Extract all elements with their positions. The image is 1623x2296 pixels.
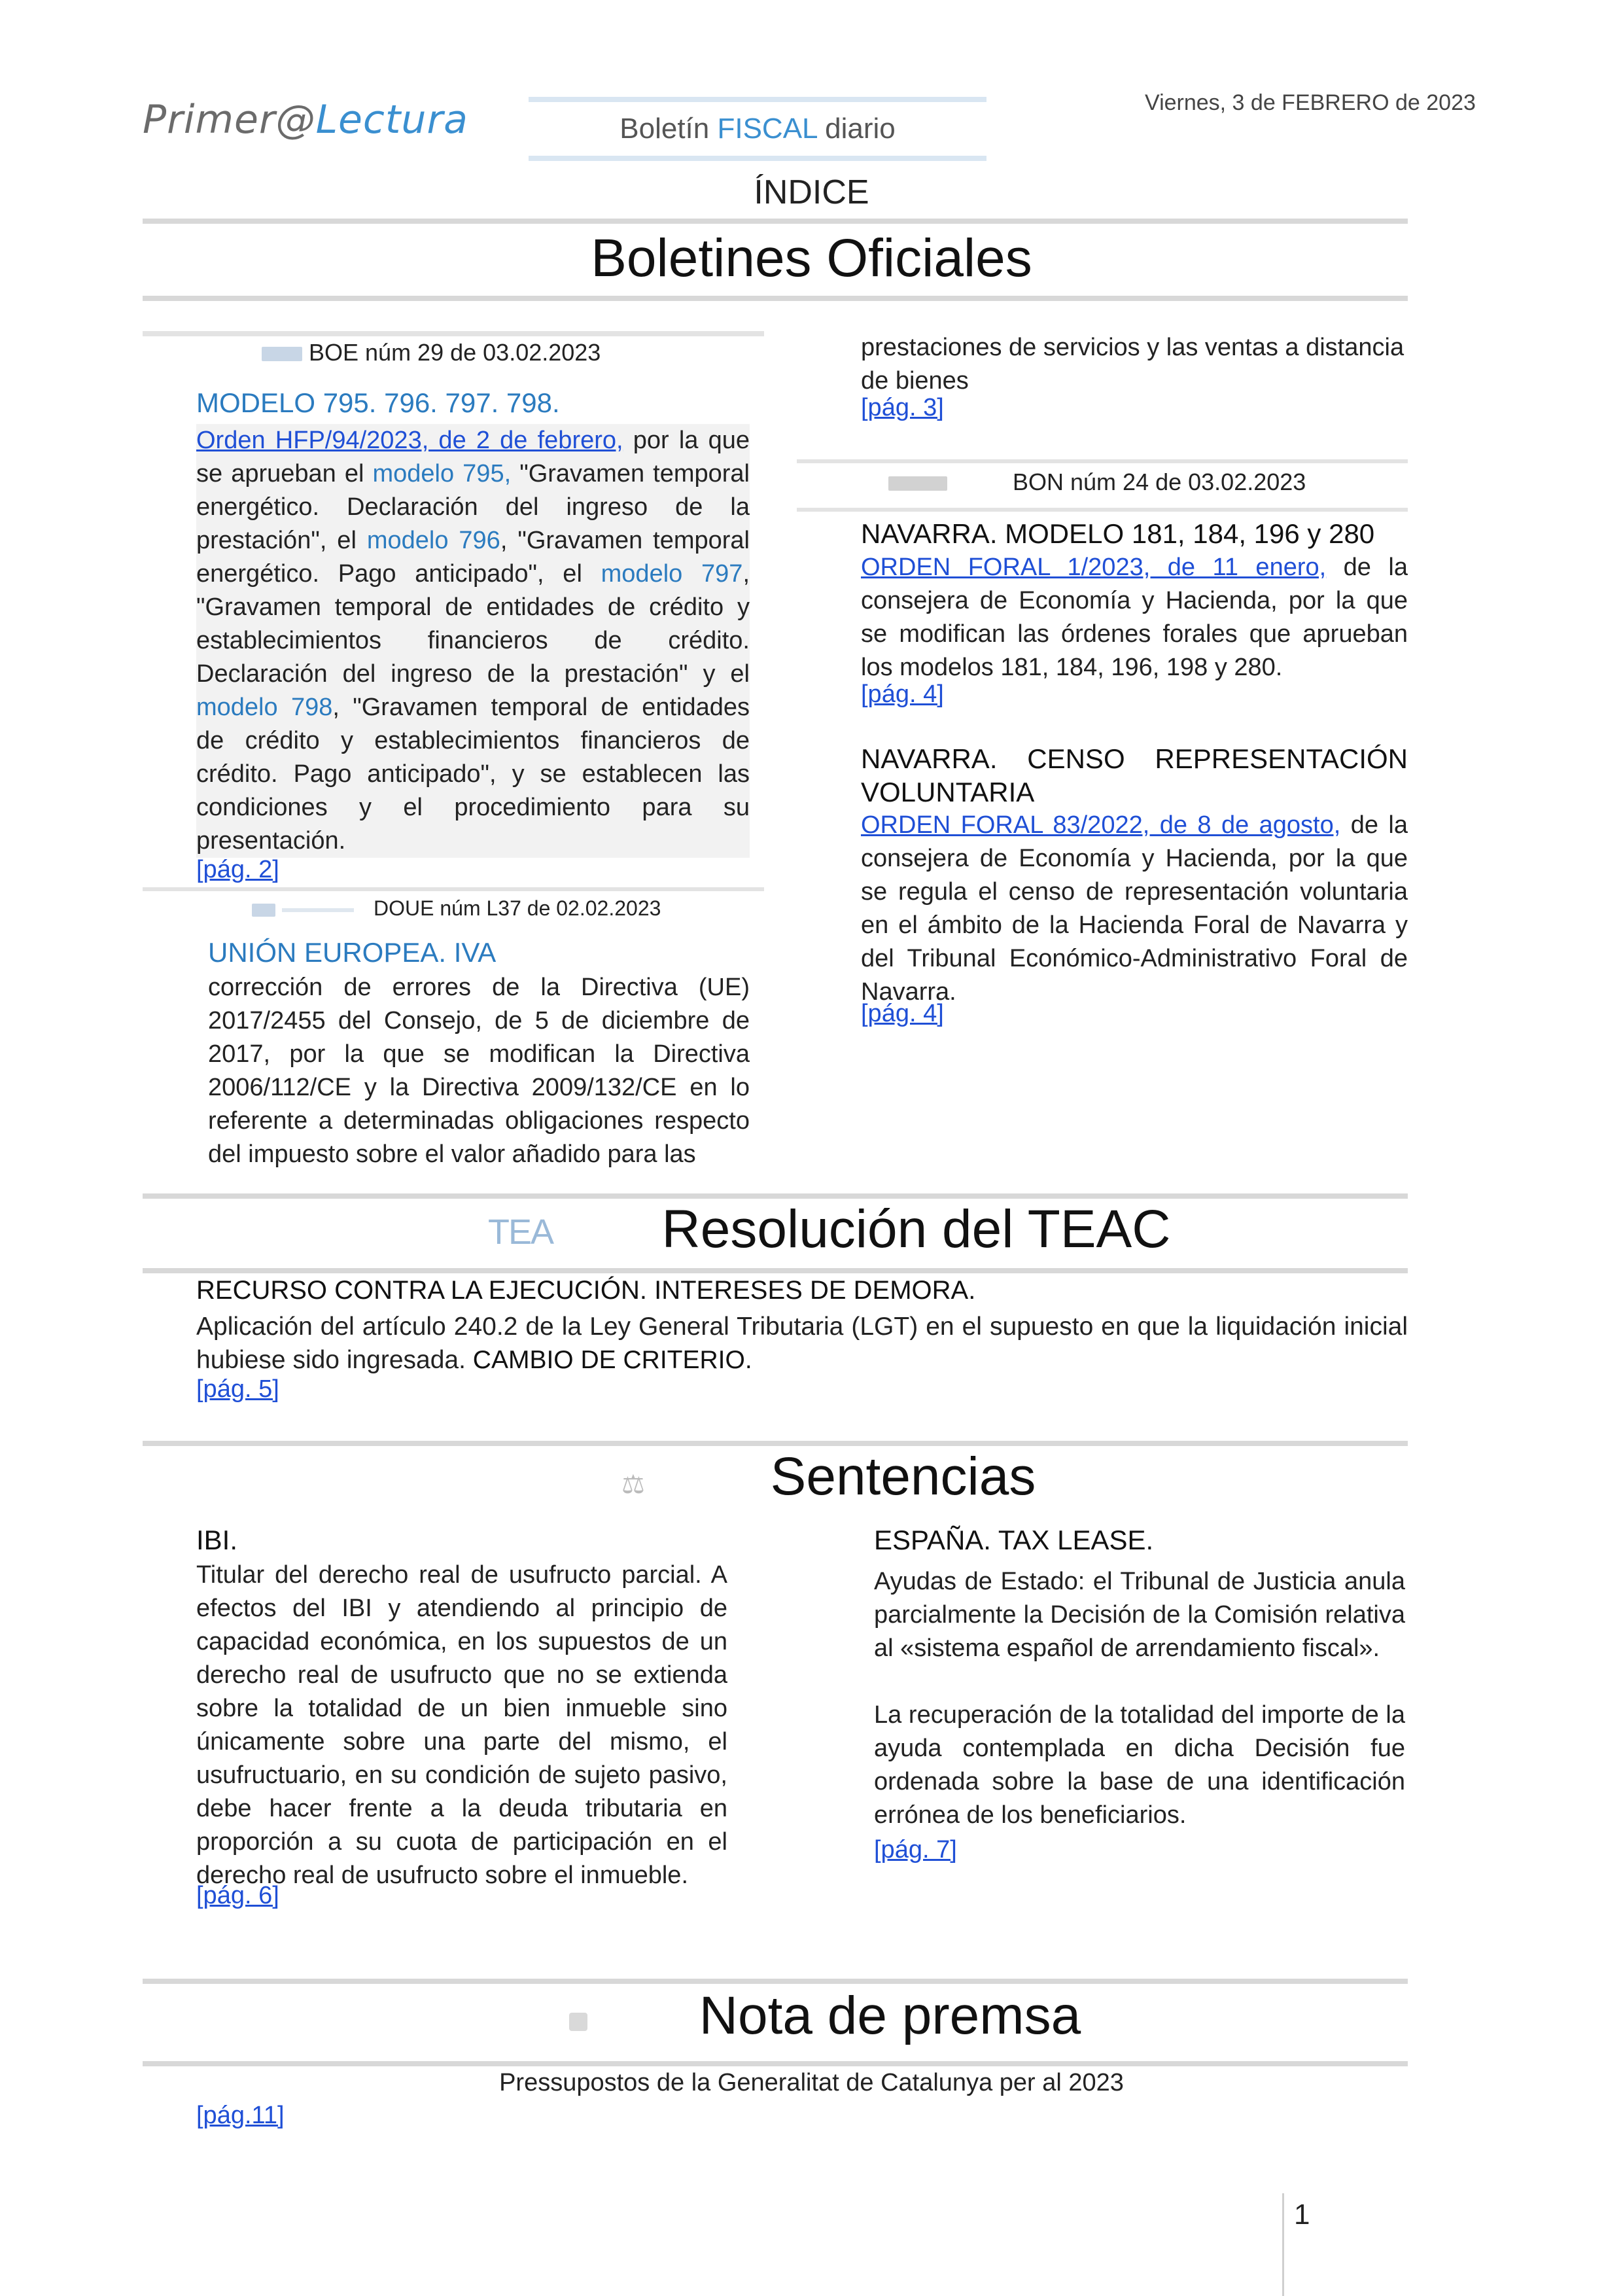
issue-date: Viernes, 3 de FEBRERO de 2023 <box>1145 90 1476 115</box>
divider <box>143 296 1408 301</box>
teac-criterio: CAMBIO DE CRITERIO. <box>472 1346 752 1374</box>
teac-text <box>196 1310 1408 1377</box>
column-divider <box>143 331 764 336</box>
divider <box>143 2061 1408 2066</box>
doue-label: DOUE núm L37 de 02.02.2023 <box>374 896 661 920</box>
bon-item2-page-link[interactable]: [pág. 4] <box>861 1000 944 1027</box>
nota-text: Pressupostos de la Generalitat de Catalunya per al 2023 <box>499 2069 1124 2096</box>
section-title-nota: Nota de premsa <box>699 1986 1081 2045</box>
espana-page-link[interactable]: [pág. 7] <box>874 1836 957 1863</box>
teac-page-link[interactable]: [pág. 5] <box>196 1375 279 1403</box>
doue-text-continued: prestaciones de servicios y las ventas a distancia de bienes <box>861 334 1405 395</box>
bon-item1-text <box>861 551 1408 684</box>
bon-label: BON núm 24 de 03.02.2023 <box>1013 468 1306 495</box>
bon-item1-heading: NAVARRA. MODELO 181, 184, 196 y 280 <box>861 518 1375 549</box>
section-title-teac: Resolución del TEAC <box>661 1199 1171 1259</box>
boe-text-part: , "Gravamen temporal de entidades de crédito y establecimientos financieros de crédito. Pago anticipado", y se establecen las condiciones y el procedimiento para su presentación. <box>196 694 750 855</box>
boe-text-part: por la que se aprueban el <box>196 427 750 487</box>
teac-heading: RECURSO CONTRA LA EJECUCIÓN. INTERESES DE DEMORA. <box>196 1276 976 1305</box>
boe-label: BOE núm 29 de 03.02.2023 <box>309 339 601 366</box>
doue-logo-icon <box>252 904 275 917</box>
modelo-798-link[interactable]: modelo 798 <box>196 694 333 721</box>
ibi-text: Titular del derecho real de usufructo parcial. A efectos del IBI y atendiendo al principio de capacidad económica, en los supuestos de un derecho real de usufructo que no se extienda sobre la totalidad de un bien inmueble sino únicamente sobre una parte del mismo, el usufructuario, en su condición de sujeto pasivo, debe hacer frente a la deuda tributaria en proporción a su cuota de participación en el derecho real de usufructo sobre el inmueble. <box>196 1561 727 1889</box>
page-number-divider <box>1282 2193 1284 2296</box>
divider <box>143 219 1408 224</box>
divider <box>143 1193 1408 1199</box>
boe-text-part: , "Gravamen temporal energético. Pago anticipado", el <box>196 527 750 588</box>
doue-text: corrección de errores de la Directiva (UE) 2017/2455 del Consejo, de 5 de diciembre de 2017, por la que se modifican la Directiva 2006/112/CE y la Directiva 2009/132/CE en lo referente a determinadas obligaciones respecto del impuesto sobre el valor añadido para las <box>208 974 750 1168</box>
brand-logo <box>143 97 468 143</box>
brand-prefix: Primer@ <box>143 97 316 143</box>
ibi-heading: IBI. <box>196 1525 238 1555</box>
column-divider <box>797 459 1408 463</box>
divider <box>143 1268 1408 1273</box>
boe-order-link[interactable]: Orden HFP/94/2023, de 2 de febrero, <box>196 427 623 454</box>
bulletin-accent: FISCAL <box>717 113 817 145</box>
doue-heading: UNIÓN EUROPEA. IVA <box>208 937 497 968</box>
column-divider <box>797 508 1408 512</box>
bon-item1-body: de la consejera de Economía y Hacienda, por la que se modifican las órdenes forales que aprueban los modelos 181, 184, 196, 198 y 280. <box>861 554 1408 681</box>
orden-foral-83-link[interactable]: ORDEN FORAL 83/2022, de 8 de agosto, <box>861 811 1341 839</box>
section-title-boletines: Boletines Oficiales <box>591 228 1032 288</box>
column-divider <box>143 887 764 891</box>
index-title: ÍNDICE <box>754 173 869 211</box>
bon-item2-heading: NAVARRA. CENSO REPRESENTACIÓN VOLUNTARIA <box>861 743 1408 807</box>
teac-body: Aplicación del artículo 240.2 de la Ley General Tributaria (LGT) en el supuesto en que la liquidación inicial hubiese sido ingresada. <box>196 1313 1408 1374</box>
section-title-sentencias: Sentencias <box>770 1447 1036 1506</box>
boe-text-part: "Gravamen temporal energético. Declaración del ingreso de la prestación", el <box>196 460 750 554</box>
bon-item2-text <box>861 809 1408 1009</box>
doue-source <box>252 896 661 921</box>
bulletin-title <box>529 97 986 161</box>
brand-suffix: Lectura <box>315 97 468 143</box>
espana-heading: ESPAÑA. TAX LEASE. <box>874 1525 1154 1555</box>
modelo-797-link[interactable]: modelo 797 <box>601 560 743 588</box>
boe-page-link[interactable]: [pág. 2] <box>196 856 279 883</box>
boe-logo-icon <box>262 347 302 361</box>
divider <box>143 1441 1408 1446</box>
boe-text-part: , "Gravamen temporal de entidades de crédito y establecimientos financieros de crédito. Declaración del ingreso de la prestación" y el <box>196 560 750 688</box>
boe-text <box>196 424 750 858</box>
teac-logo-text: TEA <box>488 1212 553 1252</box>
modelo-795-link[interactable]: modelo 795, <box>372 460 512 487</box>
scales-icon: ⚖ <box>621 1470 645 1499</box>
modelo-796-link[interactable]: modelo 796 <box>366 527 500 554</box>
nota-page-link[interactable]: [pág.11] <box>196 2102 285 2129</box>
boe-heading: MODELO 795. 796. 797. 798. <box>196 387 560 418</box>
bulletin-prefix: Boletín <box>620 113 718 145</box>
page-number: 1 <box>1294 2199 1310 2231</box>
bon-source <box>888 468 1306 496</box>
boe-source <box>262 339 601 366</box>
doue-page-link[interactable]: [pág. 3] <box>861 394 944 421</box>
orden-foral-1-link[interactable]: ORDEN FORAL 1/2023, de 11 enero, <box>861 554 1327 581</box>
bon-logo-icon <box>888 476 947 491</box>
divider <box>143 1979 1408 1984</box>
espana-text-2: La recuperación de la totalidad del importe de la ayuda contemplada en dicha Decisión fue ordenada sobre la base de una identificación errónea de los beneficiarios. <box>874 1701 1405 1829</box>
bulletin-suffix: diario <box>816 113 896 145</box>
ibi-page-link[interactable]: [pág. 6] <box>196 1882 279 1909</box>
bon-item1-page-link[interactable]: [pág. 4] <box>861 680 944 708</box>
bon-item2-body: de la consejera de Economía y Hacienda, por la que se regula el censo de representación voluntaria en el ámbito de la Hacienda Foral de Navarra y del Tribunal Económico-Administrativo Foral de Navarra. <box>861 811 1408 1006</box>
espana-text-1: Ayudas de Estado: el Tribunal de Justicia anula parcialmente la Decisión de la Comisión relativa al «sistema español de arrendamiento fiscal». <box>874 1568 1405 1662</box>
